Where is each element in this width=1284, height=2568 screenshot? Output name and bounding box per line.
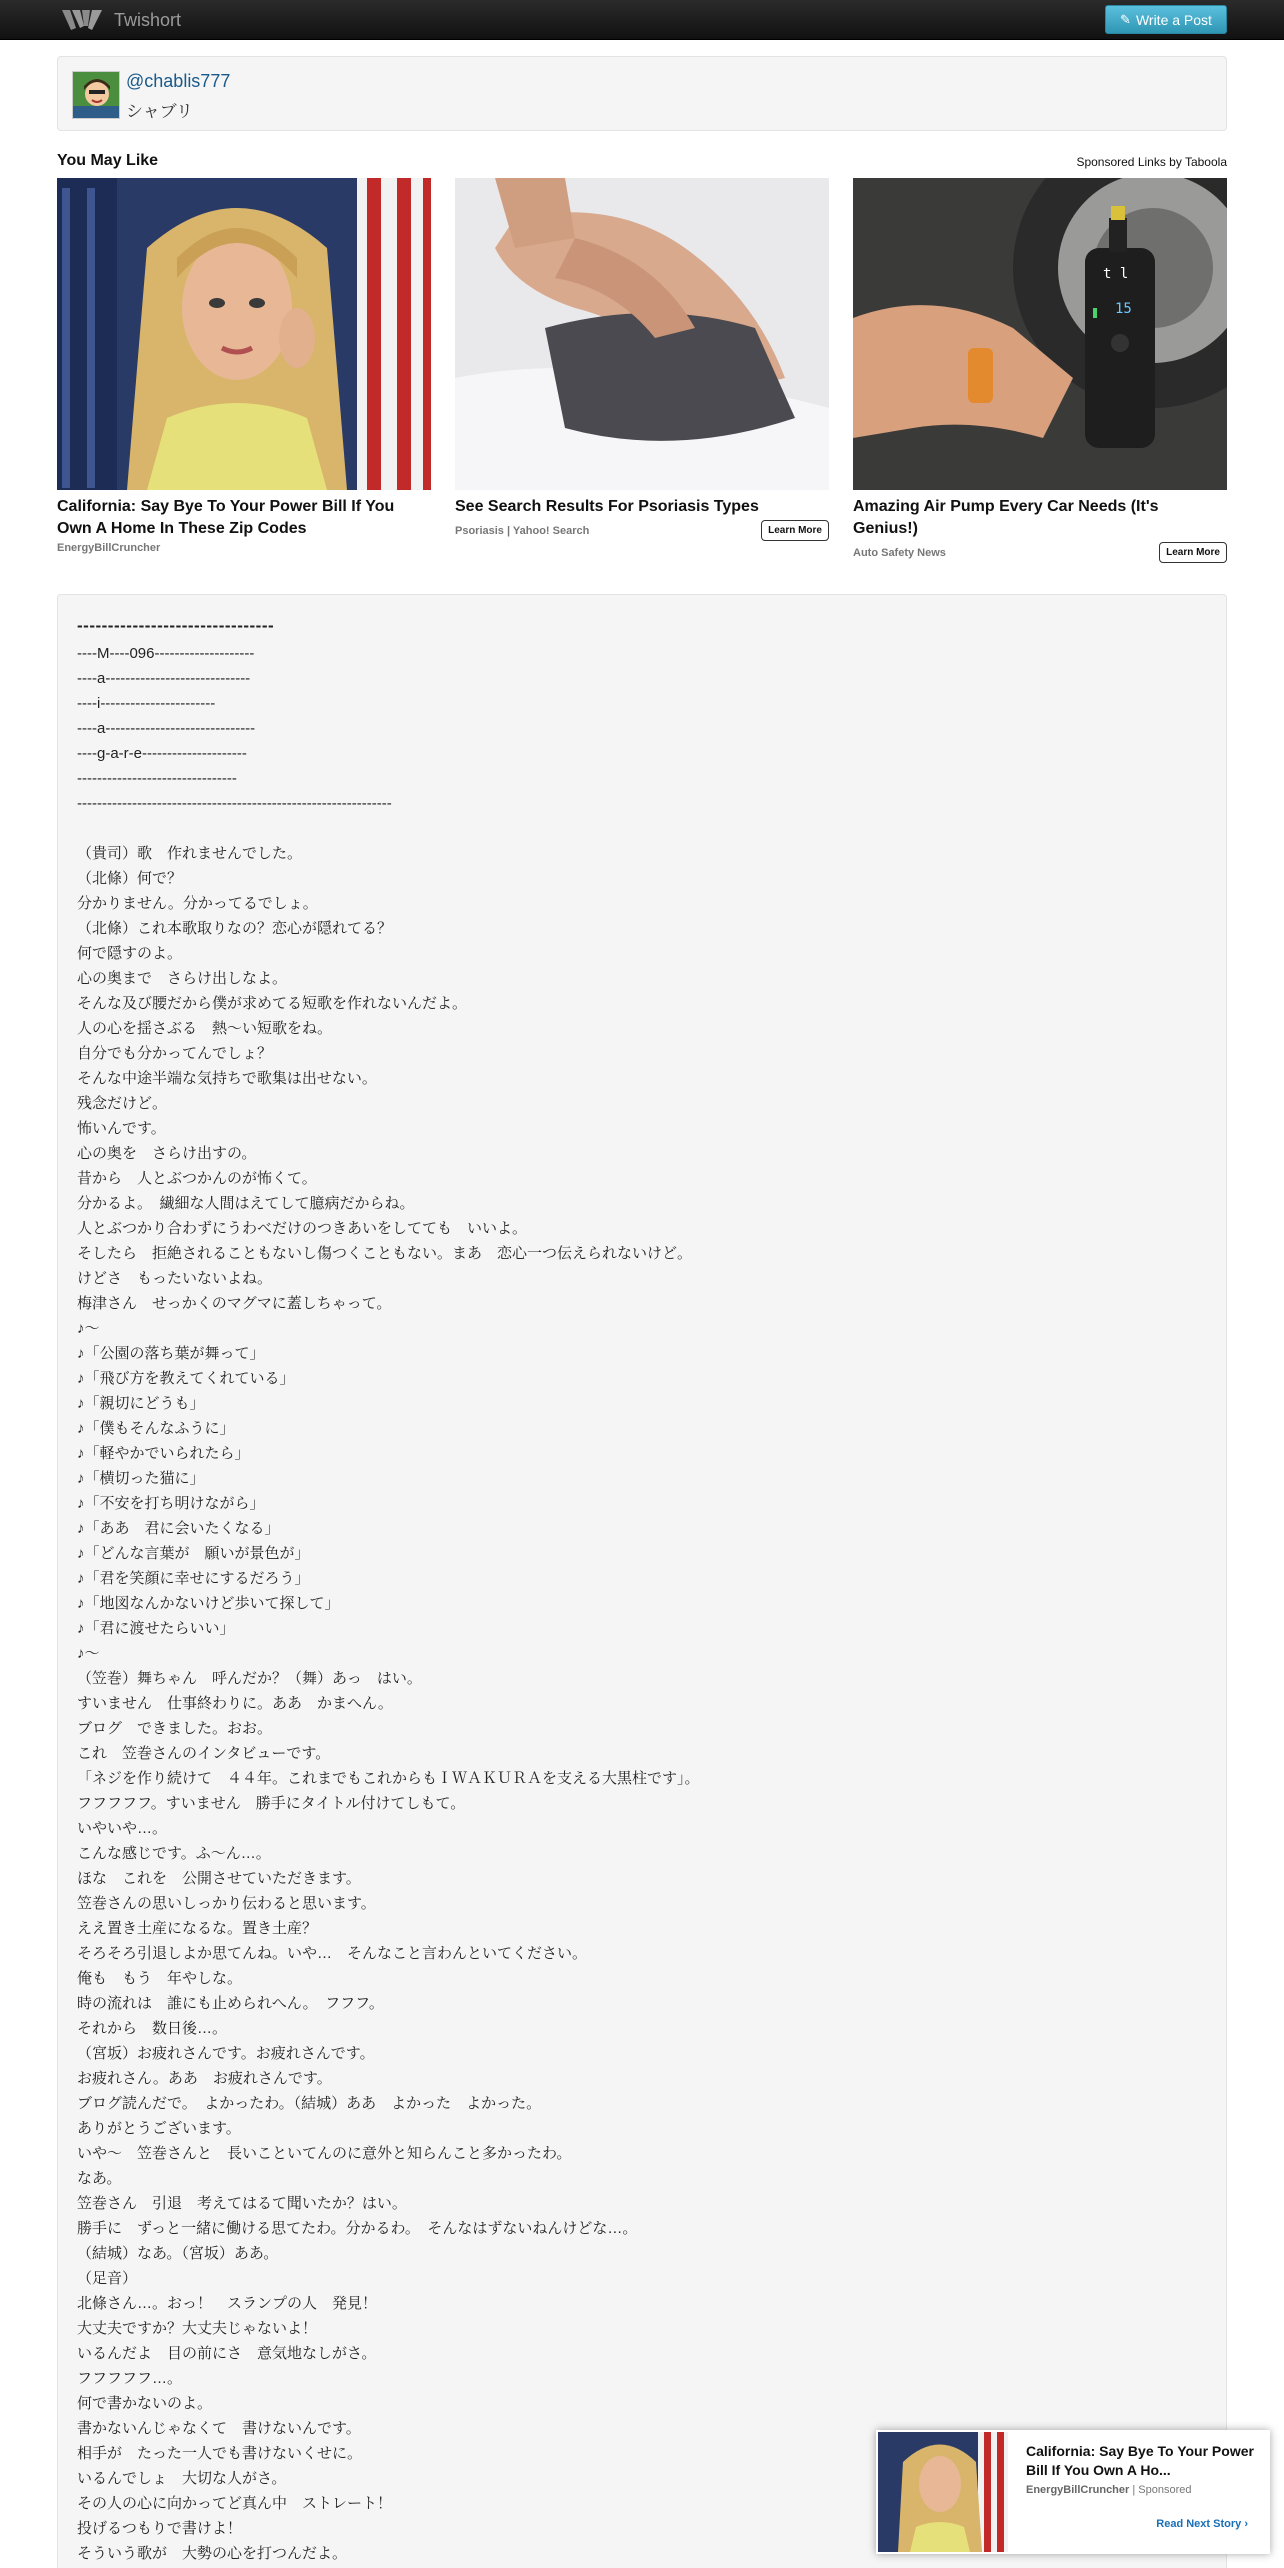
post-line: 大丈夫ですか？大丈夫じゃないよ！ <box>77 2320 318 2337</box>
post-line: その人の心に向かってど真ん中 ストレート！ <box>77 2495 393 2512</box>
post-line: ええ置き土産になるな。置き土産？ <box>77 1920 318 1937</box>
floating-ad-headline[interactable]: California: Say Bye To Your Power Bill If You Own A Ho... <box>1026 2443 1254 2478</box>
post-line: ブログ できました。おお。 <box>77 1720 273 1737</box>
post-line: -------------------------------- <box>77 770 237 787</box>
post-line: 人の心を揺さぶる 熱～い短歌をね。 <box>77 1020 333 1037</box>
post-line: ♪「地図なんかないけど歩いて探して」 <box>77 1595 340 1612</box>
floating-ad-source: EnergyBillCruncher <box>1026 2484 1130 2496</box>
read-next-story-link[interactable] <box>1156 2518 1248 2530</box>
post-line: いるんだよ 目の前にさ 意気地なしがさ。 <box>77 2345 377 2362</box>
chevron-right-icon: › <box>1244 2518 1248 2530</box>
post-line: これ 笠巻さんのインタビューです。 <box>77 1745 331 1762</box>
post-line: そんな及び腰だから僕が求めてる短歌を作れないんだよ。 <box>77 995 468 1012</box>
floating-ad-source-line: EnergyBillCruncher | Sponsored <box>1026 2484 1192 2496</box>
card-image[interactable] <box>455 178 829 490</box>
post-line: ♪「ああ 君に会いたくなる」 <box>77 1520 280 1537</box>
post-text <box>77 611 1207 2566</box>
post-line: -------------------------------- <box>77 616 275 635</box>
post-line: いるんでしょ 大切な人がさ。 <box>77 2470 287 2487</box>
read-next-story-label: Read Next Story <box>1156 2518 1242 2530</box>
brand-link[interactable] <box>60 4 181 36</box>
learn-more-button[interactable]: Learn More <box>1159 542 1227 563</box>
post-line: 書かないんじゃなくて 書けないんです。 <box>77 2420 361 2437</box>
brand-name: Twishort <box>114 9 182 30</box>
post-line: ブログ読んだで。 よかったわ。（結城）ああ よかった よかった。 <box>77 2095 542 2112</box>
edit-icon: ✎ <box>1120 11 1131 27</box>
post-line: ♪「軽やかでいられたら」 <box>77 1445 250 1462</box>
card-source: Auto Safety News <box>853 546 946 559</box>
post-line: いやいや…。 <box>77 1820 168 1837</box>
write-post-button[interactable] <box>1105 5 1227 34</box>
post-line: --------------------------------------------------------------- <box>77 795 392 812</box>
card-image[interactable] <box>853 178 1227 490</box>
post-line: ♪「どんな言葉が 願いが景色が」 <box>77 1545 310 1562</box>
post-line: 分かるよ。 繊細な人間はえてして臆病だからね。 <box>77 1195 415 1212</box>
write-post-label: Write a Post <box>1135 11 1212 28</box>
post-line: ありがとうございます。 <box>77 2120 241 2137</box>
card-headline[interactable]: Amazing Air Pump Every Car Needs (It's Genius!) <box>853 498 1159 537</box>
post-line: （足音） <box>77 2270 138 2287</box>
post-line: ----a----------------------------- <box>77 670 251 687</box>
floating-ad[interactable] <box>876 2430 1270 2554</box>
card-headline[interactable]: See Search Results For Psoriasis Types <box>455 498 759 515</box>
post-line: そろそろ引退しよか思てんね。いや… そんなこと言わんといてください。 <box>77 1945 588 1962</box>
post-line: お疲れさん。ああ お疲れさんです。 <box>77 2070 332 2087</box>
post-line: 昔から 人とぶつかんのが怖くて。 <box>77 1170 317 1187</box>
sponsored-links-label[interactable]: Sponsored Links by Taboola <box>1076 155 1227 169</box>
post-line: フフフフフ…。 <box>77 2370 183 2387</box>
post-line: ♪～ <box>77 1320 100 1337</box>
post-line: 勝手に ずっと一緒に働ける思てたわ。分かるわ。 そんなはずないねんけどな…。 <box>77 2220 638 2237</box>
post-line: ----g-a-r-e--------------------- <box>77 745 247 762</box>
post-line: 俺も もう 年やしな。 <box>77 1970 243 1987</box>
post-body <box>57 594 1227 2568</box>
post-line: けどさ もったいないよね。 <box>77 1270 273 1287</box>
post-blank-line <box>77 816 1207 841</box>
author-handle: chablis777 <box>144 71 231 91</box>
post-line: 時の流れは 誰にも止められへん。 フフフ。 <box>77 1995 384 2012</box>
author-display-name: シャブリ <box>126 102 193 121</box>
post-line: （北條）何で？ <box>77 870 183 887</box>
svg-text:15: 15 <box>1115 301 1132 317</box>
post-line: （貴司）歌 作れませんでした。 <box>77 845 303 862</box>
post-line: そういう歌が 大勢の心を打つんだよ。 <box>77 2545 348 2562</box>
card-source: EnergyBillCruncher <box>57 542 161 554</box>
post-line: ♪～ <box>77 1645 100 1662</box>
post-line: （北條）これ本歌取りなの？恋心が隠れてる？ <box>77 920 393 937</box>
card-source: Psoriasis | Yahoo! Search <box>455 524 590 537</box>
post-line: ♪「君を笑顔に幸せにするだろう」 <box>77 1570 310 1587</box>
post-line: （結城）なあ。（宮坂）ああ。 <box>77 2245 279 2262</box>
post-line: ほな これを 公開させていただきます。 <box>77 1870 361 1887</box>
avatar[interactable] <box>72 71 120 119</box>
post-line: ♪「親切にどうも」 <box>77 1395 205 1412</box>
post-line: （笠巻）舞ちゃん 呼んだか？（舞）あっ はい。 <box>77 1670 422 1687</box>
post-line: ----i----------------------- <box>77 695 216 712</box>
post-line: ----a------------------------------ <box>77 720 256 737</box>
post-line: 相手が たった一人でも書けないくせに。 <box>77 2445 363 2462</box>
post-line: 「ネジを作り続けて ４４年。これまでもこれからもＩＷＡＫＵＲＡを支える大黒柱です」。 <box>77 1770 700 1787</box>
post-line: すいません 仕事終わりに。ああ かまへん。 <box>77 1695 393 1712</box>
post-line: こんな感じです。ふ～ん…。 <box>77 1845 271 1862</box>
post-line: 分かりません。分かってるでしょ。 <box>77 895 318 912</box>
post-line: ♪「公園の落ち葉が舞って」 <box>77 1345 265 1362</box>
post-line: 残念だけど。 <box>77 1095 168 1112</box>
post-line: なあ。 <box>77 2170 122 2187</box>
recommendation-card[interactable] <box>853 178 1227 563</box>
post-line: フフフフフ。すいません 勝手にタイトル付けてしもて。 <box>77 1795 466 1812</box>
post-line: 梅津さん せっかくのマグマに蓋しちゃって。 <box>77 1295 392 1312</box>
recommendation-card[interactable] <box>57 178 431 554</box>
post-line: 人とぶつかり合わずにうわべだけのつきあいをしてても いいよ。 <box>77 1220 528 1237</box>
post-line: ♪「横切った猫に」 <box>77 1470 205 1487</box>
post-line: 何で書かないのよ。 <box>77 2395 213 2412</box>
post-line: 投げるつもりで書けよ！ <box>77 2520 242 2537</box>
post-line: 笠巻さん 引退 考えてはるて聞いたか？はい。 <box>77 2195 407 2212</box>
author-panel <box>57 56 1227 131</box>
post-line: 怖いんです。 <box>77 1120 166 1137</box>
avatar-image <box>73 72 120 119</box>
post-line: 心の奥まで さらけ出しなよ。 <box>77 970 288 987</box>
card-image[interactable] <box>57 178 431 490</box>
post-line: 何で隠すのよ。 <box>77 945 183 962</box>
twishort-logo-icon <box>60 6 104 34</box>
post-line: 自分でも分かってんでしょ？ <box>77 1045 273 1062</box>
top-navbar <box>0 0 1284 40</box>
card-headline[interactable]: California: Say Bye To Your Power Bill If You Own A Home In These Zip Codes <box>57 498 395 537</box>
post-line: ♪「不安を打ち明けながら」 <box>77 1495 265 1512</box>
post-line: ♪「飛び方を教えてくれている」 <box>77 1370 295 1387</box>
floating-ad-sponsored: Sponsored <box>1138 2484 1192 2496</box>
post-line: そんな中途半端な気持ちで歌集は出せない。 <box>77 1070 377 1087</box>
post-line: ♪「君に渡せたらいい」 <box>77 1620 235 1637</box>
post-line: いや～ 笠巻さんと 長いこといてんのに意外と知らんこと多かったわ。 <box>77 2145 572 2162</box>
post-line: （宮坂）お疲れさんです。お疲れさんです。 <box>77 2045 375 2062</box>
post-line: 北條さん…。おっ！ スランプの人 発見！ <box>77 2295 378 2312</box>
post-line: ♪「僕もそんなふうに」 <box>77 1420 235 1437</box>
recommendations-title: You May Like <box>57 152 159 169</box>
post-line: そしたら 拒絶されることもないし傷つくこともない。まあ 恋心一つ伝えられないけど。 <box>77 1245 693 1262</box>
post-line: 心の奥を さらけ出すの。 <box>77 1145 257 1162</box>
floating-ad-image[interactable] <box>878 2432 1008 2552</box>
post-line: 笠巻さんの思いしっかり伝わると思います。 <box>77 1895 376 1912</box>
author-handle-link[interactable]: @chablis777 <box>126 71 231 91</box>
svg-text:t l: t l <box>1103 266 1129 282</box>
learn-more-button[interactable]: Learn More <box>761 520 829 541</box>
post-line: ----M----096-------------------- <box>77 645 255 662</box>
post-line: それから 数日後…。 <box>77 2020 228 2037</box>
recommendation-card[interactable] <box>455 178 829 541</box>
